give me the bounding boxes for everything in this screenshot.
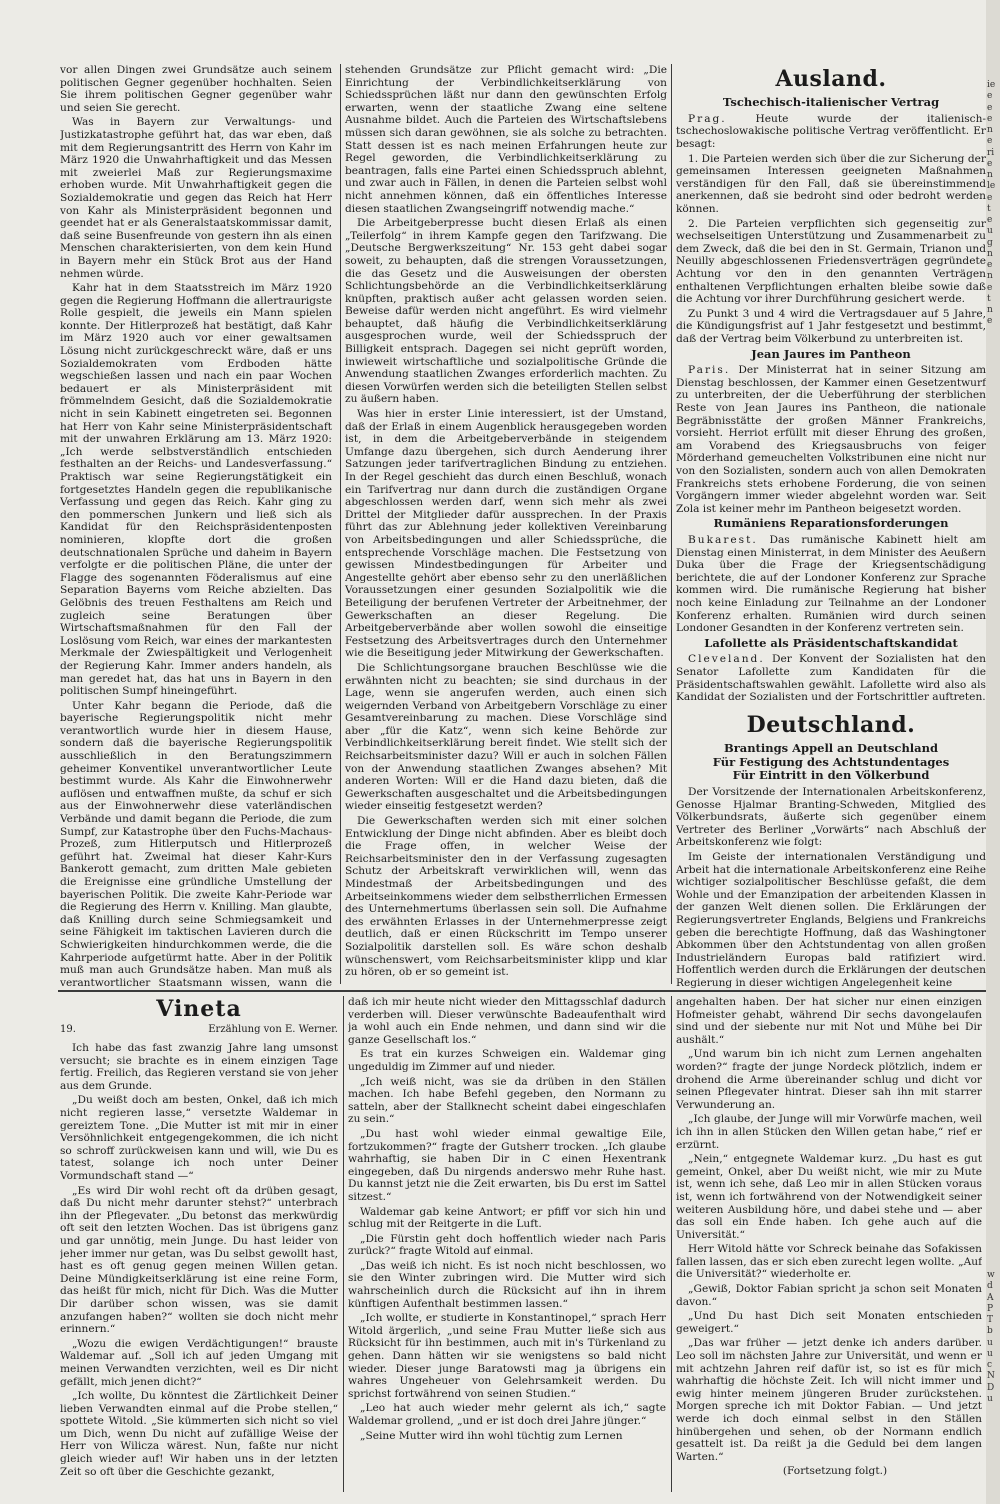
edge-letter: e [987, 136, 993, 147]
edge-letter: t [987, 203, 991, 214]
paragraph: „Leo hat auch wieder mehr gelernt als ich,“ sagte Waldemar grollend, „und er ist doch drei Jahre jünger.“ [348, 1402, 666, 1427]
edge-letter: e [987, 113, 993, 124]
edge-letter: e [987, 282, 993, 293]
edge-letter: t [987, 293, 991, 304]
edge-letter: c [987, 1360, 993, 1370]
article-column-2 [345, 64, 667, 988]
paragraph: Zu Punkt 3 und 4 wird die Vertragsdauer auf 5 Jahre, die Kündigungsfrist auf 1 Jahr festgesetzt und bestimmt, daß der Vertrag beim Völkerbund zu unterbreiten ist. [676, 307, 986, 345]
feuilleton-rule [58, 990, 986, 992]
edge-letter: n [987, 305, 993, 315]
column-rule [343, 996, 344, 1492]
paragraph: „Ich wollte, er studierte in Konstantinopel,“ sprach Herr Witold ärgerlich, „und seine Frau Mutter ließe sich aus Rücksicht für ihn bestimmen, auch mit in's Türkenland zu gehen. Dann hätten wir sie wenigstens so bald nicht wieder. Dieser junge Baratowsti mag ja übrigens ein wahres Ungeheuer von Gelehrsamkeit werden. Du sprichst fortwährend von seinen Studien.“ [348, 1312, 666, 1400]
paragraph: „Nein,“ entgegnete Waldemar kurz. „Du hast es gut gemeint, Onkel, aber Du weißt nicht, wie mir zu Mute ist, wenn ich sehe, daß Leo mir in allen Stücken voraus ist, wenn ich fortwährend von der Notwendigkeit seiner weiteren Ausbildung höre, und dabei stehe und — aber das soll ein Ende haben. Ich gehe auch auf die Universität.“ [676, 1153, 982, 1241]
paragraph: Was hier in erster Linie interessiert, ist der Umstand, daß der Erlaß in einem Augenblick herausgegeben worden ist, in dem die Arbeitgeberverbände in steigendem Umfange dazu übergehen, sich durch Aenderung ihrer Satzungen jeder tarifvertraglichen Bindung zu entziehen. In der Regel geschieht das durch einen Beschluß, wonach ein Tarifvertrag nur dann durch die zuständigen Organe abgeschlossen werden darf, wenn sich mehr als zwei Drittel der Mitglieder dafür aussprechen. In der Praxis führt das zur Ablehnung jeder kollektiven Vereinbarung von Arbeitsbedingungen und aller Schiedssprüche, die entsprechende Vorschläge machen. Die Festsetzung von gewissen Mindestbedingungen für Arbeiter und Angestellte gehört aber ebenso sehr zu den unerläßlichen Voraussetzungen einer gesunden Sozialpolitik wie die Beteiligung der berufenen Vertreter der Arbeitnehmer, der Gewerkschaften an dieser Regelung. Die Arbeitgeberverbände aber wollen sowohl die einseitige Festsetzung des Arbeitsvertrages durch den Unternehmer wie die Beseitigung jeder Mitwirkung der Gewerkschaften. [345, 408, 667, 660]
edge-letter: u [987, 1393, 993, 1404]
paragraph: Der Konvent der Sozialisten hat den Senator Lafollette zum Kandidaten für die Präsidentschaftswahlen gewählt. Lafollette wird also als Kandidat der Sozialisten und der Fortschrittler auftreten. [676, 653, 986, 704]
serial-column-2 [348, 996, 666, 1492]
paragraph: „Und Du hast Dich seit Monaten entschieden geweigert.“ [676, 1310, 982, 1335]
edge-letter: ri [987, 147, 995, 158]
paragraph: „Es wird Dir wohl recht oft da drüben gesagt, daß Du nicht mehr darunter stehst?“ unterbrach ihn der Pflegevater. „Du betonst das merkwürdig oft seit den letzten Wochen. Das ist übrigens ganz und gar unnötig, mein Junge. Du hast leider von jeher immer nur getan, was Du selbst gewollt hast, hast es oft genug gegen meinen Willen getan. Deine Mündigkeitserklärung ist eine reine Form, das heißt für mich, nicht für Dich. Was die Mutter Dir darüber schon wissen, was sie damit anzufangen haben?“ wollten sie doch nicht mehr erinnern.“ [60, 1184, 338, 1336]
paragraph: Die Arbeitgeberpresse bucht diesen Erlaß als einen „Teilerfolg“ in ihrem Kampfe gegen den Tarifzwang. Die „Deutsche Bergwerkszeitung“ Nr. 153 geht dabei sogar soweit, zu behaupten, daß die strengen Voraussetzungen, die das Gesetz und die Ausweisungen der obersten Schlichtungsbehörde an die Verbindlichkeitserklärung knüpften, praktisch außer acht gelassen worden seien. Beweise dafür werden nicht angeführt. Es wird vielmehr behauptet, daß häufig die Verbindlichkeitserklärung ausgesprochen wurde, weil der Schiedsspruch der Billigkeit entsprach. Dagegen sei nicht geprüft worden, inwieweit wirtschaftliche und sozialpolitische Gründe die Anwendung staatlichen Zwanges erforderlich machten. Zu diesen Vorwürfen werden sich die beteiligten Stellen selbst zu äußern haben. [345, 217, 667, 406]
paragraph: Der Vorsitzende der Internationalen Arbeitskonferenz, Genosse Hjalmar Branting-Schweden, Mitglied des Völkerbundsrats, äußerte sich gegenüber einem Vertreter des Berliner „Vorwärts“ nach Abschluß der Arbeitskonferenz wie folgt: [676, 785, 986, 849]
edge-letter: le [987, 181, 996, 192]
section-subtitle: Für Festigung des Achtstundentages [712, 754, 950, 769]
paragraph: „Und warum bin ich nicht zum Lernen angehalten worden?“ fragte der junge Nordeck plötzlich, indem er drohend die Arme übereinander schlug und dicht vor seinen Pflegevater hintrat. Dieser sah ihn mit starrer Verwunderung an. [676, 1048, 982, 1111]
edge-letter: A [987, 1292, 994, 1303]
paragraph: „Ich wollte, Du könntest die Zärtlichkeit Deiner lieben Verwandten einmal auf die Probe stellen,“ spottete Witold. „Sie kümmerten sich nicht so viel um Dich, wenn Du nicht auf zufällige Weise der Herr von Wilicza wärest. Nun, faßte nur nicht gleich wieder auf! Wir haben uns in der letzten Zeit so oft über die Geschichte gezankt, [60, 1390, 338, 1478]
serial-column-1 [60, 996, 338, 1492]
paragraph: „Ich glaube, der Junge will mir Vorwürfe machen, weil ich ihn in allen Stücken den Willen getan habe,“ rief er erzürnt. [676, 1113, 982, 1151]
dateline: Cleveland. [688, 653, 765, 666]
edge-letter: ie [987, 80, 996, 90]
edge-letter: e [987, 215, 993, 225]
edge-letter: n [987, 125, 993, 135]
dateline: Bukarest. [688, 534, 758, 546]
paragraph: 1. Die Parteien werden sich über die zur Sicherung der gemeinsamen Interessen geeigneten Maßnahmen verständigen für den Fall, daß sie übereinstimmend anerkennen, daß sie bedroht sind oder bedroht werden können. [676, 152, 986, 215]
edge-letter: e [987, 316, 993, 327]
edge-letter: n [987, 170, 993, 180]
edge-letter: u [987, 1348, 993, 1359]
heading-deutschland: Deutschland. [746, 711, 916, 738]
edge-letter: e [987, 102, 993, 113]
paragraph: „Ich weiß nicht, was sie da drüben in den Ställen machen. Ich habe Befehl gegeben, den Normann zu satteln, aber der Stallknecht scheint dabei eingeschlafen zu sein.“ [348, 1075, 666, 1126]
article-column-1 [60, 64, 332, 988]
edge-letter: D [987, 1382, 995, 1393]
serial-byline: Erzählung von E. Werner. [208, 1024, 338, 1036]
paragraph: Die Schlichtungsorgane brauchen Beschlüsse wie die erwähnten nicht zu beachten; sie sind durchaus in der Lage, wenn sie angerufen werden, auch einen sich weigernden Verband von Arbeitgebern Vorschläge zu einer Gesamtvereinbarung zu machen. Diese Vorschläge sind aber „für die Katz“, wenn sich keine Behörde zur Verbindlichkeitserklärung bereit findet. Wie stellt sich der Reichsarbeitsminister dazu? Will er auch in solchen Fällen von der Anwendung staatlichen Zwanges absehen? Mit anderen Worten: Will er die Hand dazu bieten, daß die Gewerkschaften ausgeschaltet und die Arbeitsbedingungen wieder einseitig festgesetzt werden? [345, 661, 667, 813]
column-rule [671, 64, 672, 984]
edge-text-top [987, 80, 999, 328]
edge-letter: e [987, 192, 993, 203]
serial-title: Vineta [156, 996, 242, 1022]
paragraph: Das rumänische Kabinett hielt am Dienstag einen Ministerrat, in dem Minister des Aeußern Duka über die Frage der Kriegsentschädigung berichtete, die auf der Londoner Konferenz zur Sprache kommen wird. Die rumänische Regierung hat bisher noch keine Einladung zur Teilnahme an der Londoner Konferenz erhalten. Rumänien wird durch seinen Londoner Gesandten in der Konferenz vertreten sein. [676, 534, 986, 635]
article-column-3 [676, 64, 986, 988]
paragraph: vor allen Dingen zwei Grundsätze auch seinem politischen Gegner gegenüber hochhalten. Seien Sie ihrem politischen Gegner gegenüber wahr und seien Sie gerecht. [60, 64, 332, 114]
edge-letter: w [987, 1270, 995, 1280]
edge-letter: d [987, 1281, 993, 1292]
paragraph: Heute wurde der italienisch-tschechoslowakische politische Vertrag veröffentlicht. Er besagt: [676, 112, 986, 151]
edge-letter: n [987, 271, 993, 282]
paragraph: Die Gewerkschaften werden sich mit einer solchen Entwicklung der Dinge nicht abfinden. Aber es bleibt doch die Frage offen, in welcher Weise der Reichsarbeitsminister den in der Verfassung zugesagten Schutz der Arbeitskraft verwirklichen will, wenn das Mindestmaß der Arbeitsbedingungen und des Arbeitseinkommens wieder dem selbstherrlichen Ermessen des Unternehmertums überlassen sein soll. Die Aufnahme des erwähnten Erlasses in der Unternehmerpresse zeigt deutlich, daß er einen Rückschritt im Tempo unserer Sozialpolitik darstellen soll. Es wäre schon deshalb wünschenswert, vom Reichsarbeitsminister klipp und klar zu hören, ob er so gemeint ist. [345, 815, 667, 979]
paragraph: „Wozu die ewigen Verdächtigungen!“ brauste Waldemar auf. „Soll ich auf jeden Umgang mit meinen Verwandten verzichten, weil es Dir nicht gefällt, mich jenen dicht?“ [60, 1337, 338, 1388]
paragraph: daß ich mir heute nicht wieder den Mittagsschlaf dadurch verderben will. Dieser verwünschte Badeaufenthalt wird ja wohl auch ein Ende nehmen, und dann sind wir die ganze Gesellschaft los.“ [348, 996, 666, 1046]
paragraph: „Die Fürstin geht doch hoffentlich wieder nach Paris zurück?“ fragte Witold auf einmal. [348, 1232, 666, 1258]
edge-letter: e [987, 158, 993, 169]
edge-letter: e [987, 260, 993, 270]
paragraph: „Das war früher — jetzt denke ich anders darüber. Leo soll im nächsten Jahre zur Universität, und wenn er mit achtzehn Jahren reif dafür ist, so ist es für mich wahrhaftig die höchste Zeit. Ich will nicht immer und ewig hinter meinem jüngeren Bruder zurückstehen. Morgen spreche ich mit Doktor Fabian. — Und jetzt werde ich doch einmal selbst in den Ställen hinübergehen und sehen, ob der Normann endlich gesattelt ist. Da reißt ja die Geduld bei dem langen Warten.“ [676, 1337, 982, 1463]
paragraph: „Du weißt doch am besten, Onkel, daß ich mich nicht regieren lasse,“ versetzte Waldemar in gereiztem Tone. „Die Mutter ist mit mir in einer Versöhnlichkeit entgegengekommen, die ich nicht so schroff zurückweisen kann und will, wie Du es tatest, solange ich noch unter Deiner Vormundschaft stand —“ [60, 1094, 338, 1182]
paragraph: Es trat ein kurzes Schweigen ein. Waldemar ging ungeduldig im Zimmer auf und nieder. [348, 1048, 666, 1073]
section-subtitle: Für Eintritt in den Völkerbund [732, 768, 930, 783]
edge-letter: P [987, 1303, 994, 1314]
paragraph: Was in Bayern zur Verwaltungs- und Justizkatastrophe geführt hat, das war eben, daß mit dem Regierungsantritt des Herrn von Kahr im März 1920 die Unwahrhaftigkeit und das Messen mit zweierlei Maß zur Regierungsmaxime erhoben wurde. Mit Unwahrhaftigkeit gegen die Sozialdemokratie und gegen das Reich hat Herr von Kahr als Ministerpräsident begonnen und geendet hat er als Generalstaatskommissar damit, daß seine Busenfreunde von gestern ihn als einen Menschen charakterisierten, von dem kein Hund in Bayern mehr ein Stück Brot aus der Hand nehmen würde. [60, 116, 332, 280]
paragraph: Kahr hat in dem Staatsstreich im März 1920 gegen die Regierung Hoffmann die allertraurigste Rolle gespielt, die jeweils ein Mann spielen konnte. Der Hitlerprozeß hat bestätigt, daß Kahr im März 1920 auch vor einer gewaltsamen Lösung nicht zurückgeschreckt wäre, daß er uns Sozialdemokraten vom Erdboden hätte wegschießen lassen und nach ein paar Wochen bedauert er als Ministerpräsident mit frömmelndem Gesicht, daß die Sozialdemokratie nicht in sein Kabinett eingetreten sei. Begonnen hat Herr von Kahr seine Ministerpräsidentschaft mit der unwahren Erklärung am 13. März 1920: „Ich werde selbstverständlich entschieden festhalten an der Reichs- und Landesverfassung.“ Praktisch war seine Regierungstätigkeit ein fortgesetztes Handeln gegen die republikanische Verfassung und gegen das Reich. Kahr ging zu den pommerschen Junkern und ließ sich als Kandidat für den Reichspräsidentenposten nominieren, klopfte dort die großen deutschnationalen Sprüche und daheim in Bayern verfolgte er die politischen Pläne, die unter der Flagge des sogenannten Föderalismus auf eine Separation Bayerns vom Reiche abzielten. Das Gelöbnis des treuen Festhaltens am Reich und zugleich seine Beratungen über Wirtschaftsmaßnahmen für den Fall der Loslösung vom Reich, war eines der markantesten Merkmale der Zwiespältigkeit und Verlogenheit der Regierung Kahr. Immer anders handeln, als man geredet hat, das hat uns in Bayern in den politischen Sumpf hineingeführt. [60, 282, 332, 698]
paragraph: „Gewiß, Doktor Fabian spricht ja schon seit Monaten davon.“ [676, 1283, 982, 1308]
edge-letter: n [987, 248, 993, 259]
section-title: Tschechisch-italienischer Vertrag [722, 95, 940, 110]
paragraph: Der Ministerrat hat in seiner Sitzung am Dienstag beschlossen, der Kammer einen Gesetzentwurf zu unterbreiten, der die Ueberführung der sterblichen Reste von Jean Jaures ins Pantheon, die nationale Begräbnisstätte der großen Männer Frankreichs, vorsieht. Herriot erfüllt mit dieser Ehrung des großen, am Vorabend des Kriegsausbruchs von feiger Mörderhand gemeuchelten Volkstribunen eine nicht nur von den Sozialisten, sondern auch von allen Demokraten Frankreichs stets erhobene Forderung, die von seinen Vorgängern immer wieder abgelehnt worden war. Seit Zola ist keiner mehr im Pantheon beigesetzt worden. [676, 364, 986, 515]
paragraph: 2. Die Parteien verpflichten sich gegenseitig zur wechselseitigen Unterstützung und Zusammenarbeit zu dem Zweck, daß die bei den in St. Germain, Trianon und Neuilly abgeschlossenen Friedensverträgen gegründete Achtung vor den in den genannten Verträgen enthaltenen Verpflichtungen erhalten bleibe sowie daß die Achtung vor ihrer Durchführung gesichert werde. [676, 217, 986, 306]
dateline: Paris. [688, 364, 731, 377]
edge-letter: g [987, 237, 993, 248]
edge-letter: b [987, 1326, 993, 1337]
section-title: Jean Jaures im Pantheon [751, 346, 911, 361]
paragraph: angehalten haben. Der hat sicher nur einen einzigen Hofmeister gehabt, während Dir sechs davongelaufen sind und der siebente nur mit Not und Mühe bei Dir aushält.“ [676, 996, 982, 1046]
edge-text-bottom [987, 1270, 999, 1405]
edge-letter: e [987, 91, 993, 102]
paragraph: Unter Kahr begann die Periode, daß die bayerische Regierungspolitik nicht mehr verantwortlich wurde hier in diesem Hause, sondern daß die bayerische Regierungspolitik ausschließlich in den Beratungszimmern geheimer Konventikel unverantwortlicher Leute bestimmt wurde. Als Kahr die Einwohnerwehr auflösen und entwaffnen mußte, da schuf er sich aus der Einwohnerwehr diese vaterländischen Verbände und damit begann die Periode, die zum Sumpf, zur Katastrophe über den Fuchs-Machaus-Prozeß, zum Hitlerputsch und Hitlerprozeß geführt hat. Zweimal hat dieser Kahr-Kurs Bankerott gemacht, zum dritten Male gebieten die Ereignisse eine gründliche Umstellung der bayerischen Politik. Die zweite Kahr-Periode war die Regierung des Herrn v. Knilling. Man glaubte, daß Knilling durch seine Schmiegsamkeit und seine Fähigkeit im taktischen Lavieren durch die Schwierigkeiten hindurchkommen werde, die die Kahrperiode aufgetürmt hatte. Aber in der Politik muß man auch Grundsätze haben. Man muß als verantwortlicher Staatsmann wissen, wann die [60, 699, 332, 988]
edge-letter: T [987, 1315, 994, 1325]
serial-number: 19. [60, 1024, 76, 1036]
section-title: Rumäniens Reparationsforderungen [713, 516, 949, 531]
column-rule [340, 64, 341, 984]
serial-meta [60, 1024, 338, 1036]
paragraph: „Du hast wohl wieder einmal gewaltige Eile, fortzukommen?“ fragte der Gutsherr trocken. „Ich glaube wahrhaftig, sie haben Dir in C einen Hexentrank eingegeben, daß Du nirgends anderswo mehr Ruhe hast. Du kannst jetzt nie die Zeit erwarten, bis Du erst im Sattel sitzest.“ [348, 1127, 666, 1203]
continued-note: (Fortsetzung folgt.) [782, 1465, 888, 1478]
edge-letter: N [987, 1371, 995, 1382]
column-rule [671, 996, 672, 1492]
paragraph: Waldemar gab keine Antwort; er pfiff vor sich hin und schlug mit der Reitgerte in die Luft. [348, 1205, 666, 1231]
paragraph: Ich habe das fast zwanzig Jahre lang umsonst versucht; sie brachte es in einem einzigen Tage fertig. Freilich, das Regieren verstand sie von jeher aus dem Grunde. [60, 1042, 338, 1092]
paragraph: stehenden Grundsätze zur Pflicht gemacht wird: „Die Einrichtung der Verbindlichkeitserklärung von Schiedssprüchen läßt nur dann den gewünschten Erfolg erwarten, wenn der staatliche Zwang eine seltene Ausnahme bildet. Auch die Parteien des Wirtschaftslebens müssen sich daran gewöhnen, sie als solche zu betrachten. Statt dessen ist es nach meinen Erfahrungen heute zur Regel geworden, die Verbindlichkeitserklärung zu beantragen, falls eine Partei einen Schiedsspruch ablehnt, und zwar auch in Fällen, in denen die Parteien selbst wohl nicht annehmen können, daß ein öffentliches Interesse diesen staatlichen Zwangseingriff notwendig mache.“ [345, 64, 667, 215]
section-title: Lafollette als Präsidentschaftskandidat [704, 635, 958, 650]
paragraph: „Seine Mutter wird ihn wohl tüchtig zum Lernen [360, 1429, 623, 1442]
edge-letter: u [987, 226, 993, 237]
paragraph: „Das weiß ich nicht. Es ist noch nicht beschlossen, wo sie den Winter zubringen wird. Die Mutter wird sich wahrscheinlich durch die Rücksicht auf ihn in ihrem künftigen Aufenthalt bestimmen lassen.“ [348, 1259, 666, 1310]
edge-letter: u [987, 1337, 993, 1348]
paragraph: Herr Witold hätte vor Schreck beinahe das Sofakissen fallen lassen, das er sich eben zurecht legen wollte. „Auf die Universität?“ wiederholte er. [676, 1243, 982, 1281]
dateline: Prag. [688, 112, 727, 125]
section-title: Brantings Appell an Deutschland [723, 740, 939, 755]
heading-ausland: Ausland. [775, 66, 887, 92]
paragraph: Im Geiste der internationalen Verständigung und Arbeit hat die internationale Arbeitskonferenz eine Reihe wichtiger sozialpolitischer Beschlüsse gefaßt, die dem Wohle und der Emanzipation der arbeitenden Klassen in der ganzen Welt dienen sollen. Die Erklärungen der Regierungsvertreter Englands, Belgiens und Frankreichs geben die berechtigte Hoffnung, daß das Washingtoner Abkommen über den Achtstundentag von allen großen Industrieländern Europas bald ratifiziert wird. Hoffentlich werden durch die Erklärungen der deutschen Regierung in dieser wichtigen Angelegenheit keine [676, 850, 986, 988]
serial-column-3 [676, 996, 982, 1492]
